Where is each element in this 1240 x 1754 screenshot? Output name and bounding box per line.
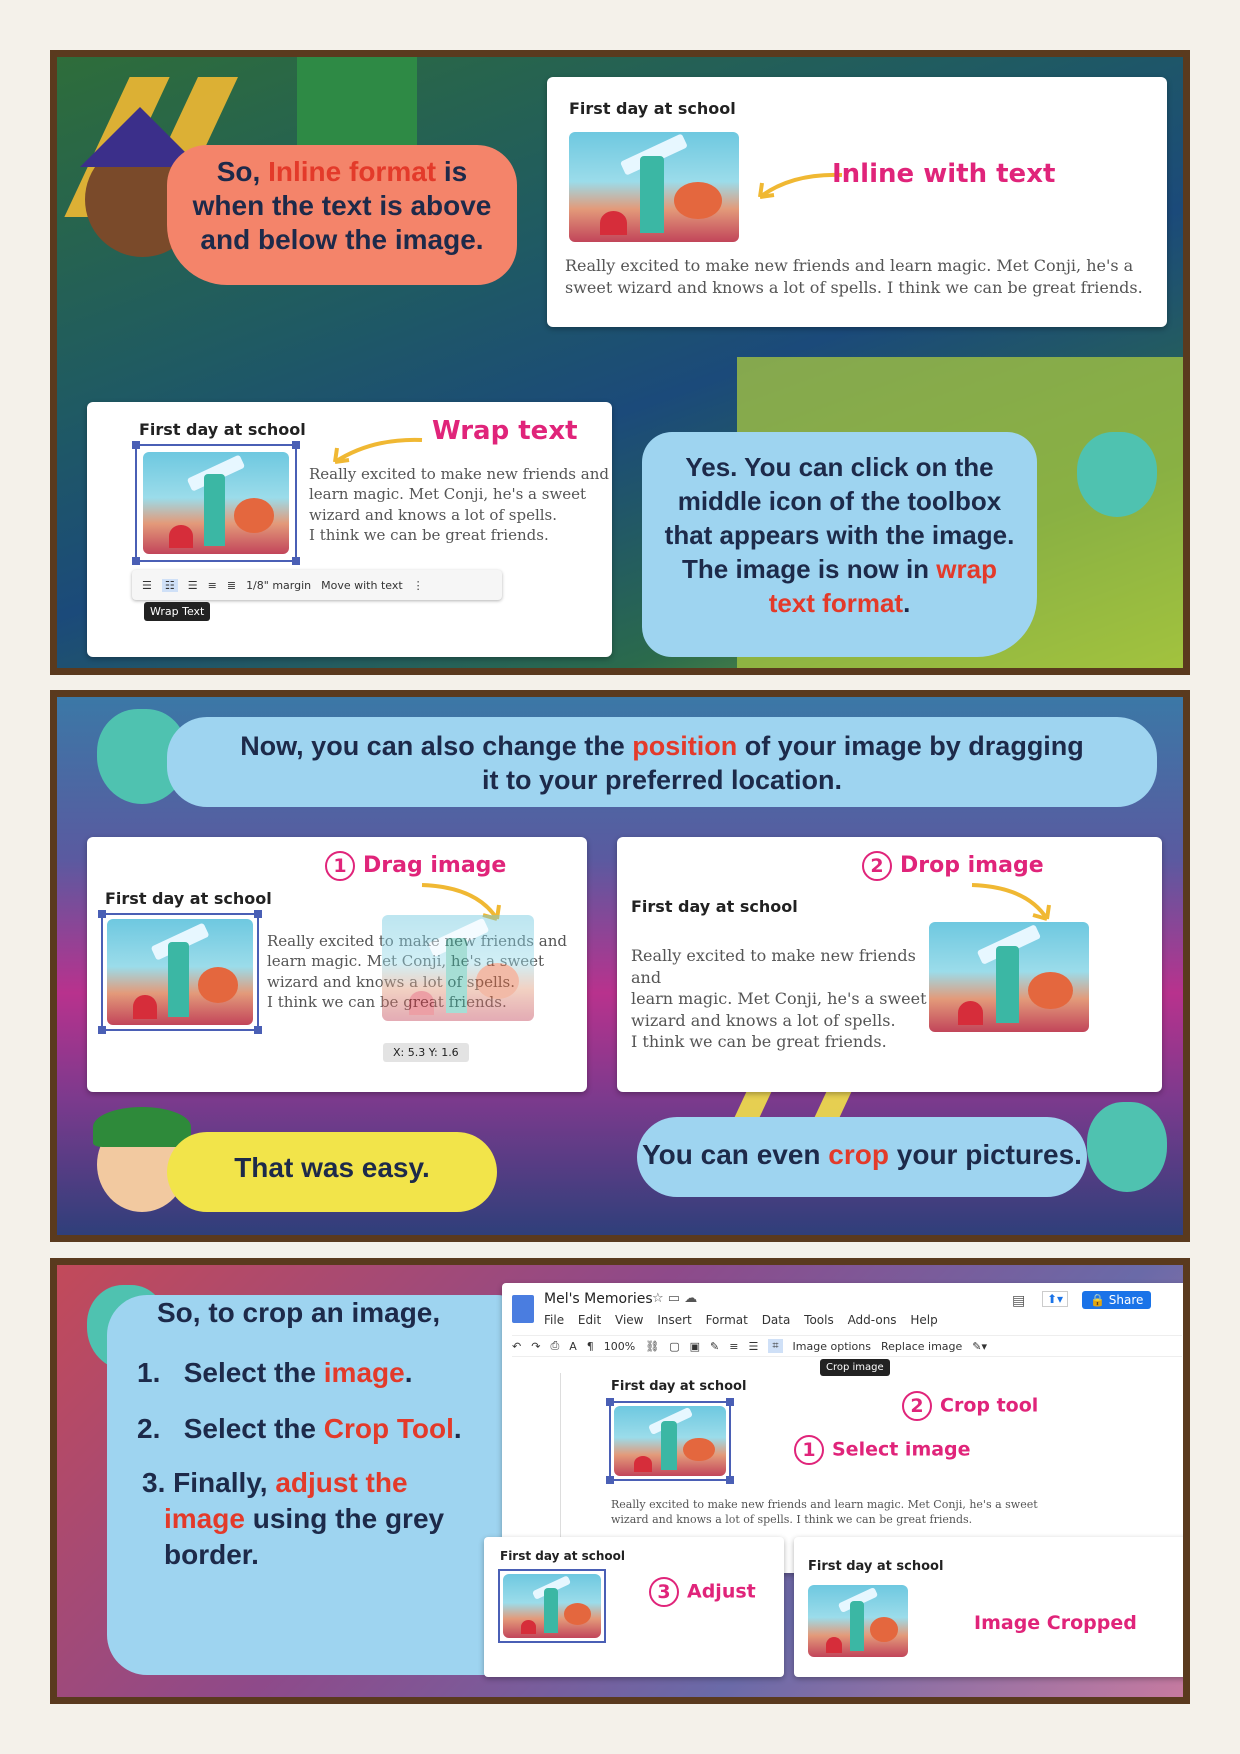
move-with-text-dropdown[interactable]: Move with text xyxy=(321,578,403,592)
resize-handle[interactable] xyxy=(254,1026,262,1034)
redo-icon[interactable]: ↷ xyxy=(531,1339,541,1353)
wrap-body-text: Really excited to make new friends and learn magic. Met Conji, he's a sweet wizard and knows a lot of spells. I think we can be great friends. xyxy=(309,465,609,544)
doc-body-text: Really excited to make new friends and learn magic. Met Conji, he's a sweet wizard and knows a lot of spells. I think we can be great friends. xyxy=(267,932,567,1011)
wizard-speech-bubble xyxy=(167,145,517,285)
bubble-text: when the text is above xyxy=(192,190,492,221)
resize-handle[interactable] xyxy=(606,1398,614,1406)
image-options-button[interactable]: Image options xyxy=(792,1339,871,1353)
dragged-image-ghost[interactable] xyxy=(382,915,534,1021)
doc-title: First day at school xyxy=(611,1379,747,1394)
more-options-icon[interactable]: ⋮ xyxy=(412,578,424,592)
robot-character-avatar xyxy=(1077,432,1157,517)
docs-window xyxy=(502,1283,1190,1573)
docs-toolbar xyxy=(512,1335,1182,1357)
drag-image-label: 1 Drag image xyxy=(325,851,506,881)
doc-title: First day at school xyxy=(105,889,272,908)
decor-block xyxy=(297,57,417,147)
school-image xyxy=(503,1574,601,1638)
resize-handle[interactable] xyxy=(726,1476,734,1484)
menu-help[interactable]: Help xyxy=(910,1313,938,1327)
bubble-text: So, xyxy=(216,156,269,187)
green-hat-icon xyxy=(93,1107,191,1147)
doc-title: First day at school xyxy=(139,420,306,439)
step-2: 2. Select the Crop Tool. xyxy=(137,1413,462,1444)
menu-data[interactable]: Data xyxy=(761,1313,791,1327)
behind-text-icon[interactable]: ≡ xyxy=(207,578,217,592)
robot-speech-bubble: You can even crop your pictures. xyxy=(637,1117,1087,1197)
menu-tools[interactable]: Tools xyxy=(804,1313,834,1327)
resize-handle[interactable] xyxy=(292,441,300,449)
break-text-icon[interactable]: ☰ xyxy=(187,578,198,592)
panel-inline-and-wrap xyxy=(50,50,1190,675)
image-selection-frame[interactable] xyxy=(135,444,297,562)
school-image xyxy=(569,132,739,242)
school-image xyxy=(107,919,253,1025)
spellcheck-icon[interactable]: A xyxy=(569,1339,577,1353)
adjust-crop-card xyxy=(484,1537,784,1677)
menu-format[interactable]: Format xyxy=(705,1313,748,1327)
drag-image-card xyxy=(87,837,587,1092)
school-image xyxy=(614,1406,726,1476)
docs-logo-icon xyxy=(512,1295,534,1323)
robot-character-avatar xyxy=(1087,1102,1167,1192)
inline-example-card xyxy=(547,77,1167,327)
doc-body-text: Really excited to make new friends and learn magic. Met Conji, he's a sweet wizard and knows a lot of spells. I think we can be great friends. xyxy=(611,1498,1038,1526)
margin-dropdown[interactable]: 1/8" margin xyxy=(246,578,312,592)
image-selection-frame[interactable] xyxy=(101,913,259,1031)
resize-handle[interactable] xyxy=(132,441,140,449)
link-icon[interactable]: ⛓ xyxy=(645,1339,660,1353)
panel-drag-and-drop xyxy=(50,690,1190,1242)
step-3: 3. Finally, adjust the image using the grey border. xyxy=(142,1467,445,1570)
image-toolbar xyxy=(132,570,502,600)
image-cropped-label: Image Cropped xyxy=(974,1612,1137,1634)
star-icon[interactable]: ☆ ▭ ☁ xyxy=(652,1291,698,1306)
bubble-highlight: Inline format xyxy=(268,156,437,187)
zoom-select[interactable]: 100% xyxy=(603,1339,636,1353)
school-image xyxy=(143,452,289,554)
present-icon[interactable]: ⬆▾ xyxy=(1042,1291,1068,1307)
crop-image-tooltip: Crop image xyxy=(820,1359,890,1376)
edit-mode-icon[interactable]: ✎▾ xyxy=(972,1339,988,1353)
share-button[interactable]: 🔒 Share xyxy=(1082,1291,1151,1309)
menu-file[interactable]: File xyxy=(544,1313,565,1327)
menu-insert[interactable]: Insert xyxy=(657,1313,692,1327)
image-selection-frame[interactable] xyxy=(609,1401,731,1481)
resize-handle[interactable] xyxy=(726,1398,734,1406)
robot-speech-bubble: Now, you can also change the position of your image by dragging it to your preferred location. xyxy=(167,717,1157,807)
doc-title: First day at school xyxy=(569,99,736,118)
step-1: 1. Select the image. xyxy=(137,1357,413,1388)
resize-handle[interactable] xyxy=(98,910,106,918)
wrap-text-tooltip: Wrap Text xyxy=(144,602,210,621)
replace-image-button[interactable]: Replace image xyxy=(881,1339,963,1353)
robot-speech-bubble: Yes. You can click on the middle icon of the toolbox that appears with the image. The image is now in wrap text format. xyxy=(642,432,1037,657)
doc-body-text: Really excited to make new friends and learn magic. Met Conji, he's a sweet wizard and knows a lot of spells. I think we can be great friends. xyxy=(565,256,1143,297)
wrap-example-card xyxy=(87,402,612,657)
menu-addons[interactable]: Add-ons xyxy=(847,1313,897,1327)
resize-handle[interactable] xyxy=(132,557,140,565)
list-icon[interactable]: ☰ xyxy=(748,1339,759,1353)
cropped-result-card xyxy=(794,1537,1190,1677)
crop-tool-label: 2 Crop tool xyxy=(902,1391,1038,1421)
menu-edit[interactable]: Edit xyxy=(577,1313,602,1327)
adjust-label: 3 Adjust xyxy=(649,1577,756,1607)
crop-intro-text: So, to crop an image, xyxy=(157,1297,441,1328)
crop-icon[interactable]: ⌗ xyxy=(768,1339,782,1353)
align-icon[interactable]: ≡ xyxy=(729,1339,739,1353)
arrow-icon xyxy=(967,877,1057,927)
wrap-text-label: Wrap text xyxy=(432,416,578,446)
print-icon[interactable]: ⎙ xyxy=(550,1339,560,1352)
front-text-icon[interactable]: ≣ xyxy=(226,578,237,592)
docs-file-title[interactable]: Mel's Memories xyxy=(544,1291,653,1307)
bubble-text: and below the image. xyxy=(200,224,484,255)
inline-with-text-label: Inline with text xyxy=(832,159,1056,189)
paint-format-icon[interactable]: ¶ xyxy=(586,1339,594,1353)
resize-handle[interactable] xyxy=(98,1026,106,1034)
bubble-text: is xyxy=(436,156,468,187)
comments-icon[interactable]: ▤ xyxy=(1012,1293,1026,1309)
position-coordinates: X: 5.3 Y: 1.6 xyxy=(383,1043,469,1062)
image-icon[interactable]: ▣ xyxy=(689,1339,701,1353)
resize-handle[interactable] xyxy=(254,910,262,918)
doc-title: First day at school xyxy=(631,897,798,916)
undo-icon[interactable]: ↶ xyxy=(512,1339,522,1353)
doc-title: First day at school xyxy=(500,1549,626,1563)
resize-handle[interactable] xyxy=(292,557,300,565)
resize-handle[interactable] xyxy=(606,1476,614,1484)
doc-body-text: Really excited to make new friends and learn magic. Met Conji, he's a sweet wizard and knows a lot of spells. I think we can be great friends. xyxy=(631,946,927,1052)
docs-menu-bar xyxy=(544,1313,948,1327)
wrap-text-icon[interactable]: ☷ xyxy=(162,579,178,592)
school-image xyxy=(929,922,1089,1032)
drop-image-card xyxy=(617,837,1162,1092)
boy-speech-bubble: That was easy. xyxy=(167,1132,497,1212)
crop-frame[interactable] xyxy=(498,1569,606,1643)
panel-crop-image xyxy=(50,1258,1190,1704)
doc-title: First day at school xyxy=(808,1559,944,1574)
inline-wrap-icon[interactable]: ☰ xyxy=(142,578,152,592)
pen-icon[interactable]: ✎ xyxy=(710,1339,720,1353)
comment-icon[interactable]: ▢ xyxy=(669,1339,680,1353)
drop-image-label: 2 Drop image xyxy=(862,851,1044,881)
menu-view[interactable]: View xyxy=(615,1313,644,1327)
select-image-label: 1 Select image xyxy=(794,1435,971,1465)
cropped-school-image xyxy=(808,1585,908,1657)
